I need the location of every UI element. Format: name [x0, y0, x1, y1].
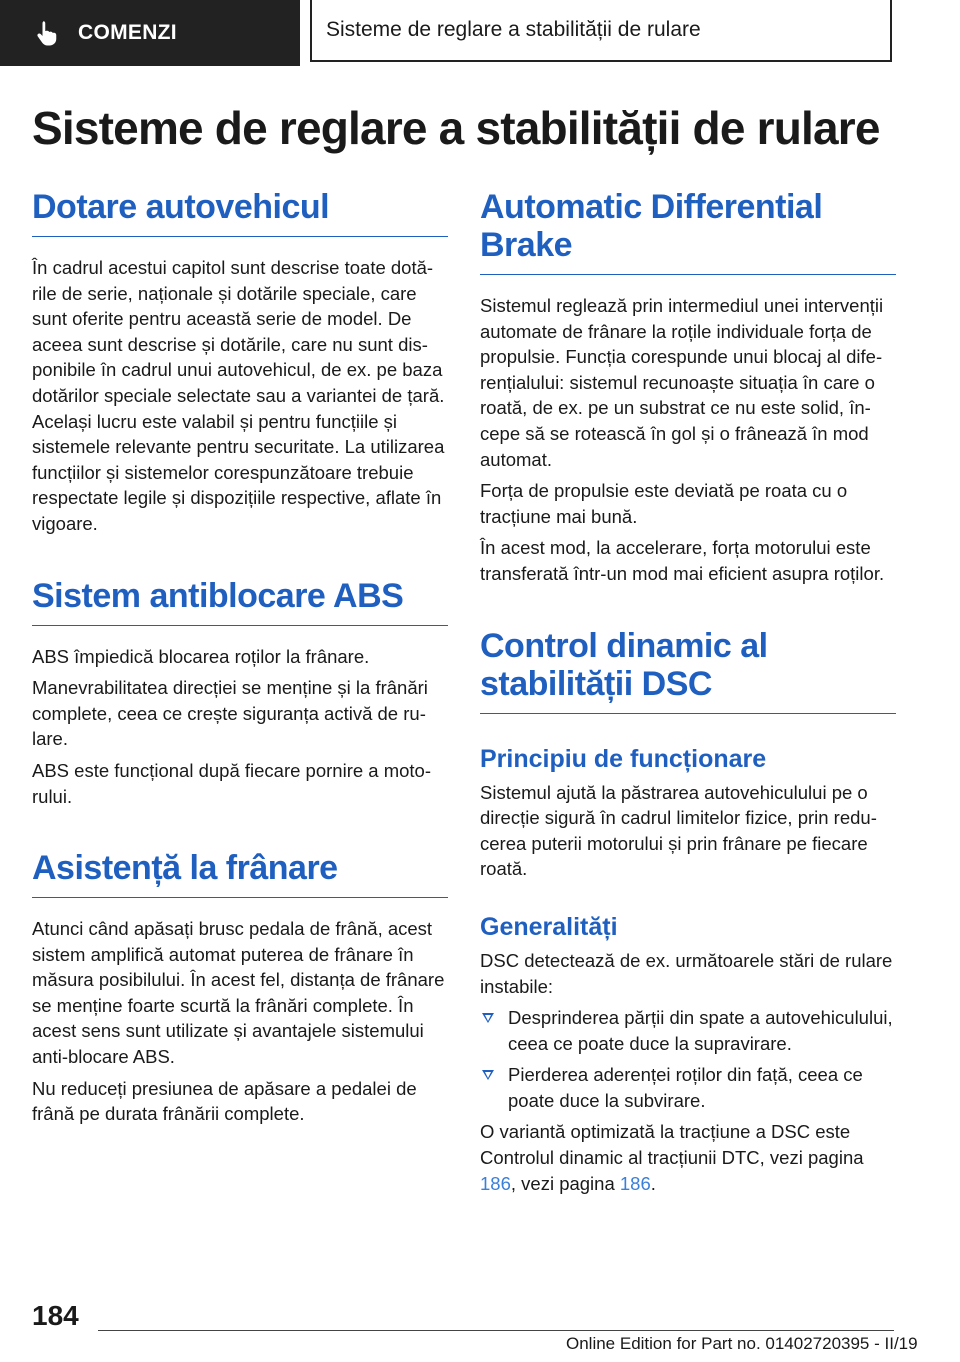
- subheading-general: Generalități: [480, 912, 618, 941]
- tab-commands-label: COMENZI: [78, 21, 177, 44]
- heading-abs: Sistem antiblocare ABS: [32, 577, 448, 626]
- paragraph-dtc: [480, 1119, 896, 1196]
- paragraph: Forța de propulsie este deviată pe roata cu o tracțiune mai bună.: [480, 480, 848, 527]
- tab-commands[interactable]: [0, 0, 300, 66]
- list-item-text: Pierderea aderenței roților din față, ceea ce poate duce la subvirare.: [508, 1064, 863, 1111]
- tab-section-title[interactable]: [310, 0, 892, 62]
- paragraph: În acest mod, la accelerare, forța motorului este transferată într-un mod mai eficient asupra roților.: [480, 537, 885, 584]
- paragraph: Manevrabilitatea direcției se menține și la frânări complete, ceea ce crește siguranța activă de rulare.: [32, 677, 428, 750]
- list-item-text: Desprinderea părții din spate a autovehiculului, ceea ce poate duce la supravirare.: [508, 1007, 893, 1054]
- hand-pointer-icon: [32, 18, 62, 48]
- paragraph: ABS împiedică blocarea roților la frânare.: [32, 645, 370, 667]
- paragraph: DSC detectează de ex. următoarele stări de rulare instabile:: [480, 949, 893, 997]
- dtc-text-start: O variantă optimizată la tracțiune a DSC este Controlul dinamic al tracțiunii DTC, vezi pagina: [480, 1121, 864, 1169]
- paragraph: În cadrul acestui capitol sunt descrise toate dotările de serie, naționale și dotările speciale, care sunt oferite pentru această serie de model. De aceea sunt descrise și dotările, care nu sunt disponibile în cadrul unui autovehicul, de ex. pe baza dotărilor speciale selectate sau a variantei de țară. Același lucru este valabil și pentru funcțiile și sistemele relevante pentru securitate. La utilizarea funcțiilor și sistemelor corespunzătoare trebuie respectate legile și dispozițiile respective, aflate în vigoare.: [32, 257, 445, 534]
- bullet-list: [480, 1005, 896, 1113]
- footer-divider: [98, 1330, 894, 1331]
- page-link-2[interactable]: 186: [619, 1172, 651, 1194]
- paragraph: Nu reduceți presiunea de apăsare a pedalei de frână pe durata frânării complete.: [32, 1077, 417, 1125]
- paragraph: ABS este funcțional după fiecare pornire a motorului.: [32, 759, 432, 807]
- dtc-text-end: .: [650, 1172, 656, 1194]
- subheading-principle: Principiu de funcționare: [480, 744, 767, 773]
- triangle-bullet-icon: [482, 1013, 494, 1023]
- edition-text: Online Edition for Part no. 01402720395 - II/19: [566, 1334, 918, 1353]
- heading-adb: Automatic Differential Brake: [480, 188, 896, 275]
- heading-dsc: Control dinamic al stabilității DSC: [480, 627, 896, 714]
- dtc-text-mid: , vezi pagina: [510, 1172, 620, 1194]
- page-title: Sisteme de reglare a stabilității de rulare: [32, 102, 880, 154]
- page-number: 184: [32, 1300, 79, 1331]
- paragraph: Sistemul reglează prin intermediul unei intervenții automate de frânare la roțile individuale forța de propulsie. Funcția corespunde unui blocaj al diferențialului: sistemul recunoaște situația în care o roată, de ex. pe un substrat ce nu este solid, începe să se rotească în gol și o frânează în mod automat.: [480, 295, 884, 470]
- paragraph: Sistemul ajută la păstrarea autovehiculului pe o direcție sigură în cadrul limitelor fizice, prin reducerea puterii motorului și prin frânare pe fiecare roată.: [480, 781, 877, 880]
- page-link-1[interactable]: 186: [480, 1172, 511, 1194]
- section-title-label: Sisteme de reglare a stabilității de rulare: [326, 18, 701, 41]
- heading-vehicle-equipment: Dotare autovehicul: [32, 188, 448, 237]
- right-column: [480, 188, 896, 1196]
- paragraph: Atunci când apăsați brusc pedala de frână, acest sistem amplifică automat puterea de frânare în măsura posibilului. În acest fel, distanța de frânare se menține foarte scurtă la frânări complete. În acest sens sunt utilizate și avantajele sistemului anti-blocare ABS.: [32, 918, 445, 1068]
- triangle-bullet-icon: [482, 1070, 494, 1080]
- page-header: [0, 0, 960, 66]
- heading-brake-assist: Asistență la frânare: [32, 849, 448, 898]
- left-column: [32, 188, 448, 1127]
- list-item: [480, 1005, 896, 1056]
- list-item: [480, 1062, 896, 1113]
